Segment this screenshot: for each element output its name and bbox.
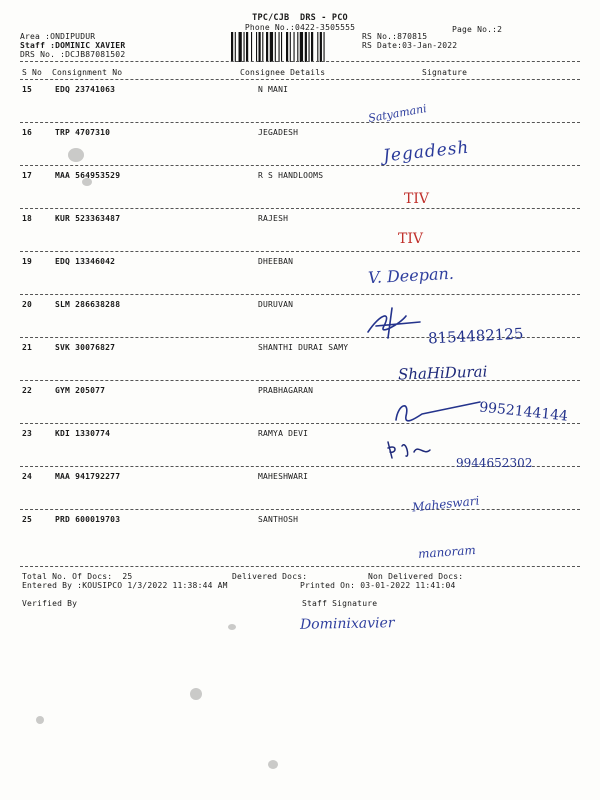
row-sno: 23 [22,429,33,438]
barcode-bar [235,32,236,62]
drs-number: DRS No. :DCJB87081502 [20,50,126,59]
row-sno: 19 [22,257,33,266]
printed-on: Printed On: 03-01-2022 11:41:04 [300,581,456,590]
signature-row-25: manoram [417,543,477,561]
row-separator [20,423,580,424]
row-sno: 20 [22,300,33,309]
non-delivered-docs: Non Delivered Docs: [368,572,464,581]
col-header-sno: S No [22,68,43,77]
barcode-bar [297,32,298,62]
barcode-bar [311,32,313,62]
row-consignee-name: MAHESHWARI [258,472,309,481]
delivered-docs: Delivered Docs: [232,572,308,581]
barcode-bar [239,32,242,62]
barcode-bar [294,32,295,62]
row-sno: 22 [22,386,33,395]
signature-row-19: V. Deepan. [367,263,455,288]
phone-number: Phone No.:0422-3505555 [244,23,356,32]
header-rule-bottom [20,79,580,80]
row-consignee-name: SANTHOSH [258,515,299,524]
row-consignment-no: KUR 523363487 [55,214,121,223]
row-separator [20,208,580,209]
barcode-bar [246,32,248,62]
scan-speck [36,716,44,724]
barcode-bar [256,32,257,62]
staff-signature-label: Staff Signature [302,599,378,608]
scan-speck [82,178,92,186]
row-consignment-no: KDI 1330774 [55,429,111,438]
phone-note-row-22: 9952144144 [478,399,569,425]
signature-row-23 [384,438,436,462]
row-consignment-no: TRP 4707310 [55,128,111,137]
barcode-bar [262,32,263,62]
barcode-bar [300,32,303,62]
row-consignee-name: R S HANDLOOMS [258,171,324,180]
row-consignee-name: PRABHAGARAN [258,386,314,395]
barcode-bar [270,32,273,62]
row-consignee-name: DHEEBAN [258,257,294,266]
row-consignment-no: SVK 30076827 [55,343,116,352]
area-field: Area :ONDIPUDUR [20,32,96,41]
barcode-bar [324,32,325,62]
row-separator [20,509,580,510]
barcode-bar [320,32,322,62]
total-docs: Total No. Of Docs: 25 [22,572,133,581]
barcode-bar [281,32,282,62]
staff-field: Staff :DOMINIC XAVIER [20,41,126,50]
phone-note-row-20: 8154482125 [427,324,524,348]
barcode-bar [266,32,268,62]
row-sno: 17 [22,171,33,180]
row-consignment-no: MAA 941792277 [55,472,121,481]
row-sno: 15 [22,85,33,94]
row-separator [20,380,580,381]
staff-signature-mark: Dominixavier [299,615,395,633]
barcode-bar [231,32,233,62]
barcode-bar [275,32,276,62]
barcode-bar [259,32,261,62]
scan-speck [228,624,236,630]
phone-note-row-23: 9944652302 [456,456,533,470]
signature-row-24: Maheswari [411,493,480,515]
row-consignment-no: EDQ 13346042 [55,257,116,266]
row-sno: 24 [22,472,33,481]
barcode-bar [251,32,252,62]
row-sno: 16 [22,128,33,137]
barcode-bar [286,32,288,62]
row-separator [20,165,580,166]
row-separator [20,122,580,123]
row-consignee-name: JEGADESH [258,128,299,137]
page-number: Page No.:2 [452,25,503,34]
row-consignment-no: EDQ 23741063 [55,85,116,94]
barcode-bar [309,32,310,62]
signature-row-18: TIV [398,231,423,247]
row-consignee-name: N MANI [258,85,289,94]
signature-row-15: Satyamani [367,101,428,126]
row-consignment-no: GYM 205077 [55,386,106,395]
scan-speck [268,760,278,769]
row-consignment-no: MAA 564953529 [55,171,121,180]
row-consignment-no: PRD 600019703 [55,515,121,524]
rs-date: RS Date:03-Jan-2022 [362,41,458,50]
verified-by-label: Verified By [22,599,78,608]
row-consignee-name: RAMYA DEVI [258,429,309,438]
row-consignee-name: SHANTHI DURAI SAMY [258,343,349,352]
signature-row-21: ShaHiDurai [397,362,488,384]
scan-speck [68,148,84,162]
header-rule-top [20,61,580,62]
signature-row-22 [392,396,482,430]
barcode-bar [305,32,307,62]
row-separator [20,294,580,295]
col-header-consignment: Consignment No [52,68,123,77]
barcode [231,32,355,62]
row-consignee-name: DURUVAN [258,300,294,309]
row-sno: 21 [22,343,33,352]
signature-row-17: TIV [404,191,429,207]
rs-number: RS No.:870815 [362,32,428,41]
entered-by: Entered By :KOUSIPCO 1/3/2022 11:38:44 AM [22,581,228,590]
row-sno: 18 [22,214,33,223]
footer-rule [20,566,580,567]
signature-row-16: Jegadesh [382,137,471,167]
row-separator [20,251,580,252]
row-sno: 25 [22,515,33,524]
barcode-bar [290,32,291,62]
document-title: TPC/CJB DRS - PCO [252,13,348,23]
barcode-bar [279,32,280,62]
row-consignment-no: SLM 286638288 [55,300,121,309]
barcode-bar [317,32,318,62]
scan-speck [190,688,202,700]
col-header-signature: Signature [422,68,468,77]
col-header-consignee: Consignee Details [240,68,326,77]
barcode-bar [244,32,245,62]
row-consignee-name: RAJESH [258,214,289,223]
